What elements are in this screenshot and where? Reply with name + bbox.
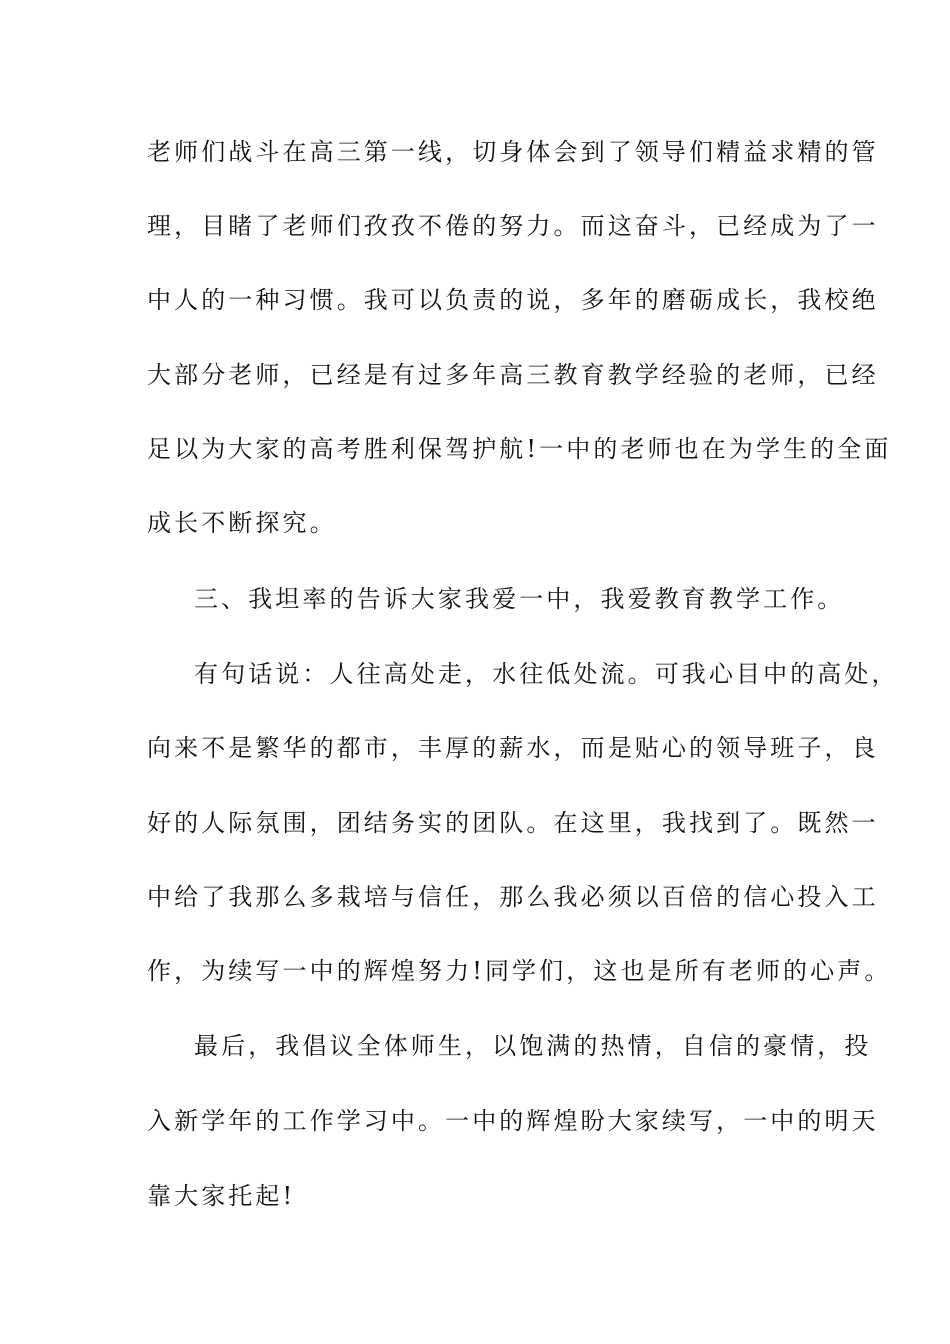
text-line: 足以为大家的高考胜利保驾护航!一中的老师也在为学生的全面 bbox=[147, 435, 892, 463]
text-line: 作，为续写一中的辉煌努力!同学们，这也是所有老师的心声。 bbox=[147, 957, 892, 985]
text-line: 大部分老师，已经是有过多年高三教育教学经验的老师，已经 bbox=[147, 361, 879, 389]
text-line: 好的人际氛围，团结务实的团队。在这里，我找到了。既然一 bbox=[147, 809, 879, 837]
text-line: 理，目睹了老师们孜孜不倦的努力。而这奋斗，已经成为了一 bbox=[147, 212, 879, 240]
text-line: 最后，我倡议全体师生，以饱满的热情，自信的豪情，投 bbox=[194, 1032, 872, 1060]
text-line: 老师们战斗在高三第一线，切身体会到了领导们精益求精的管 bbox=[147, 138, 879, 166]
text-line: 靠大家托起! bbox=[147, 1182, 296, 1210]
text-line: 成长不断探究。 bbox=[147, 509, 337, 537]
text-line: 有句话说：人往高处走，水往低处流。可我心目中的高处， bbox=[194, 660, 899, 688]
text-line: 向来不是繁华的都市，丰厚的薪水，而是贴心的领导班子，良 bbox=[147, 734, 879, 762]
text-line: 中给了我那么多栽培与信任，那么我必须以百倍的信心投入工 bbox=[147, 883, 879, 911]
text-line: 中人的一种习惯。我可以负责的说，多年的磨砺成长，我校绝 bbox=[147, 286, 879, 314]
text-line: 入新学年的工作学习中。一中的辉煌盼大家续写，一中的明天 bbox=[147, 1107, 879, 1135]
section-heading: 三、我坦率的告诉大家我爱一中，我爱教育教学工作。 bbox=[194, 585, 845, 613]
